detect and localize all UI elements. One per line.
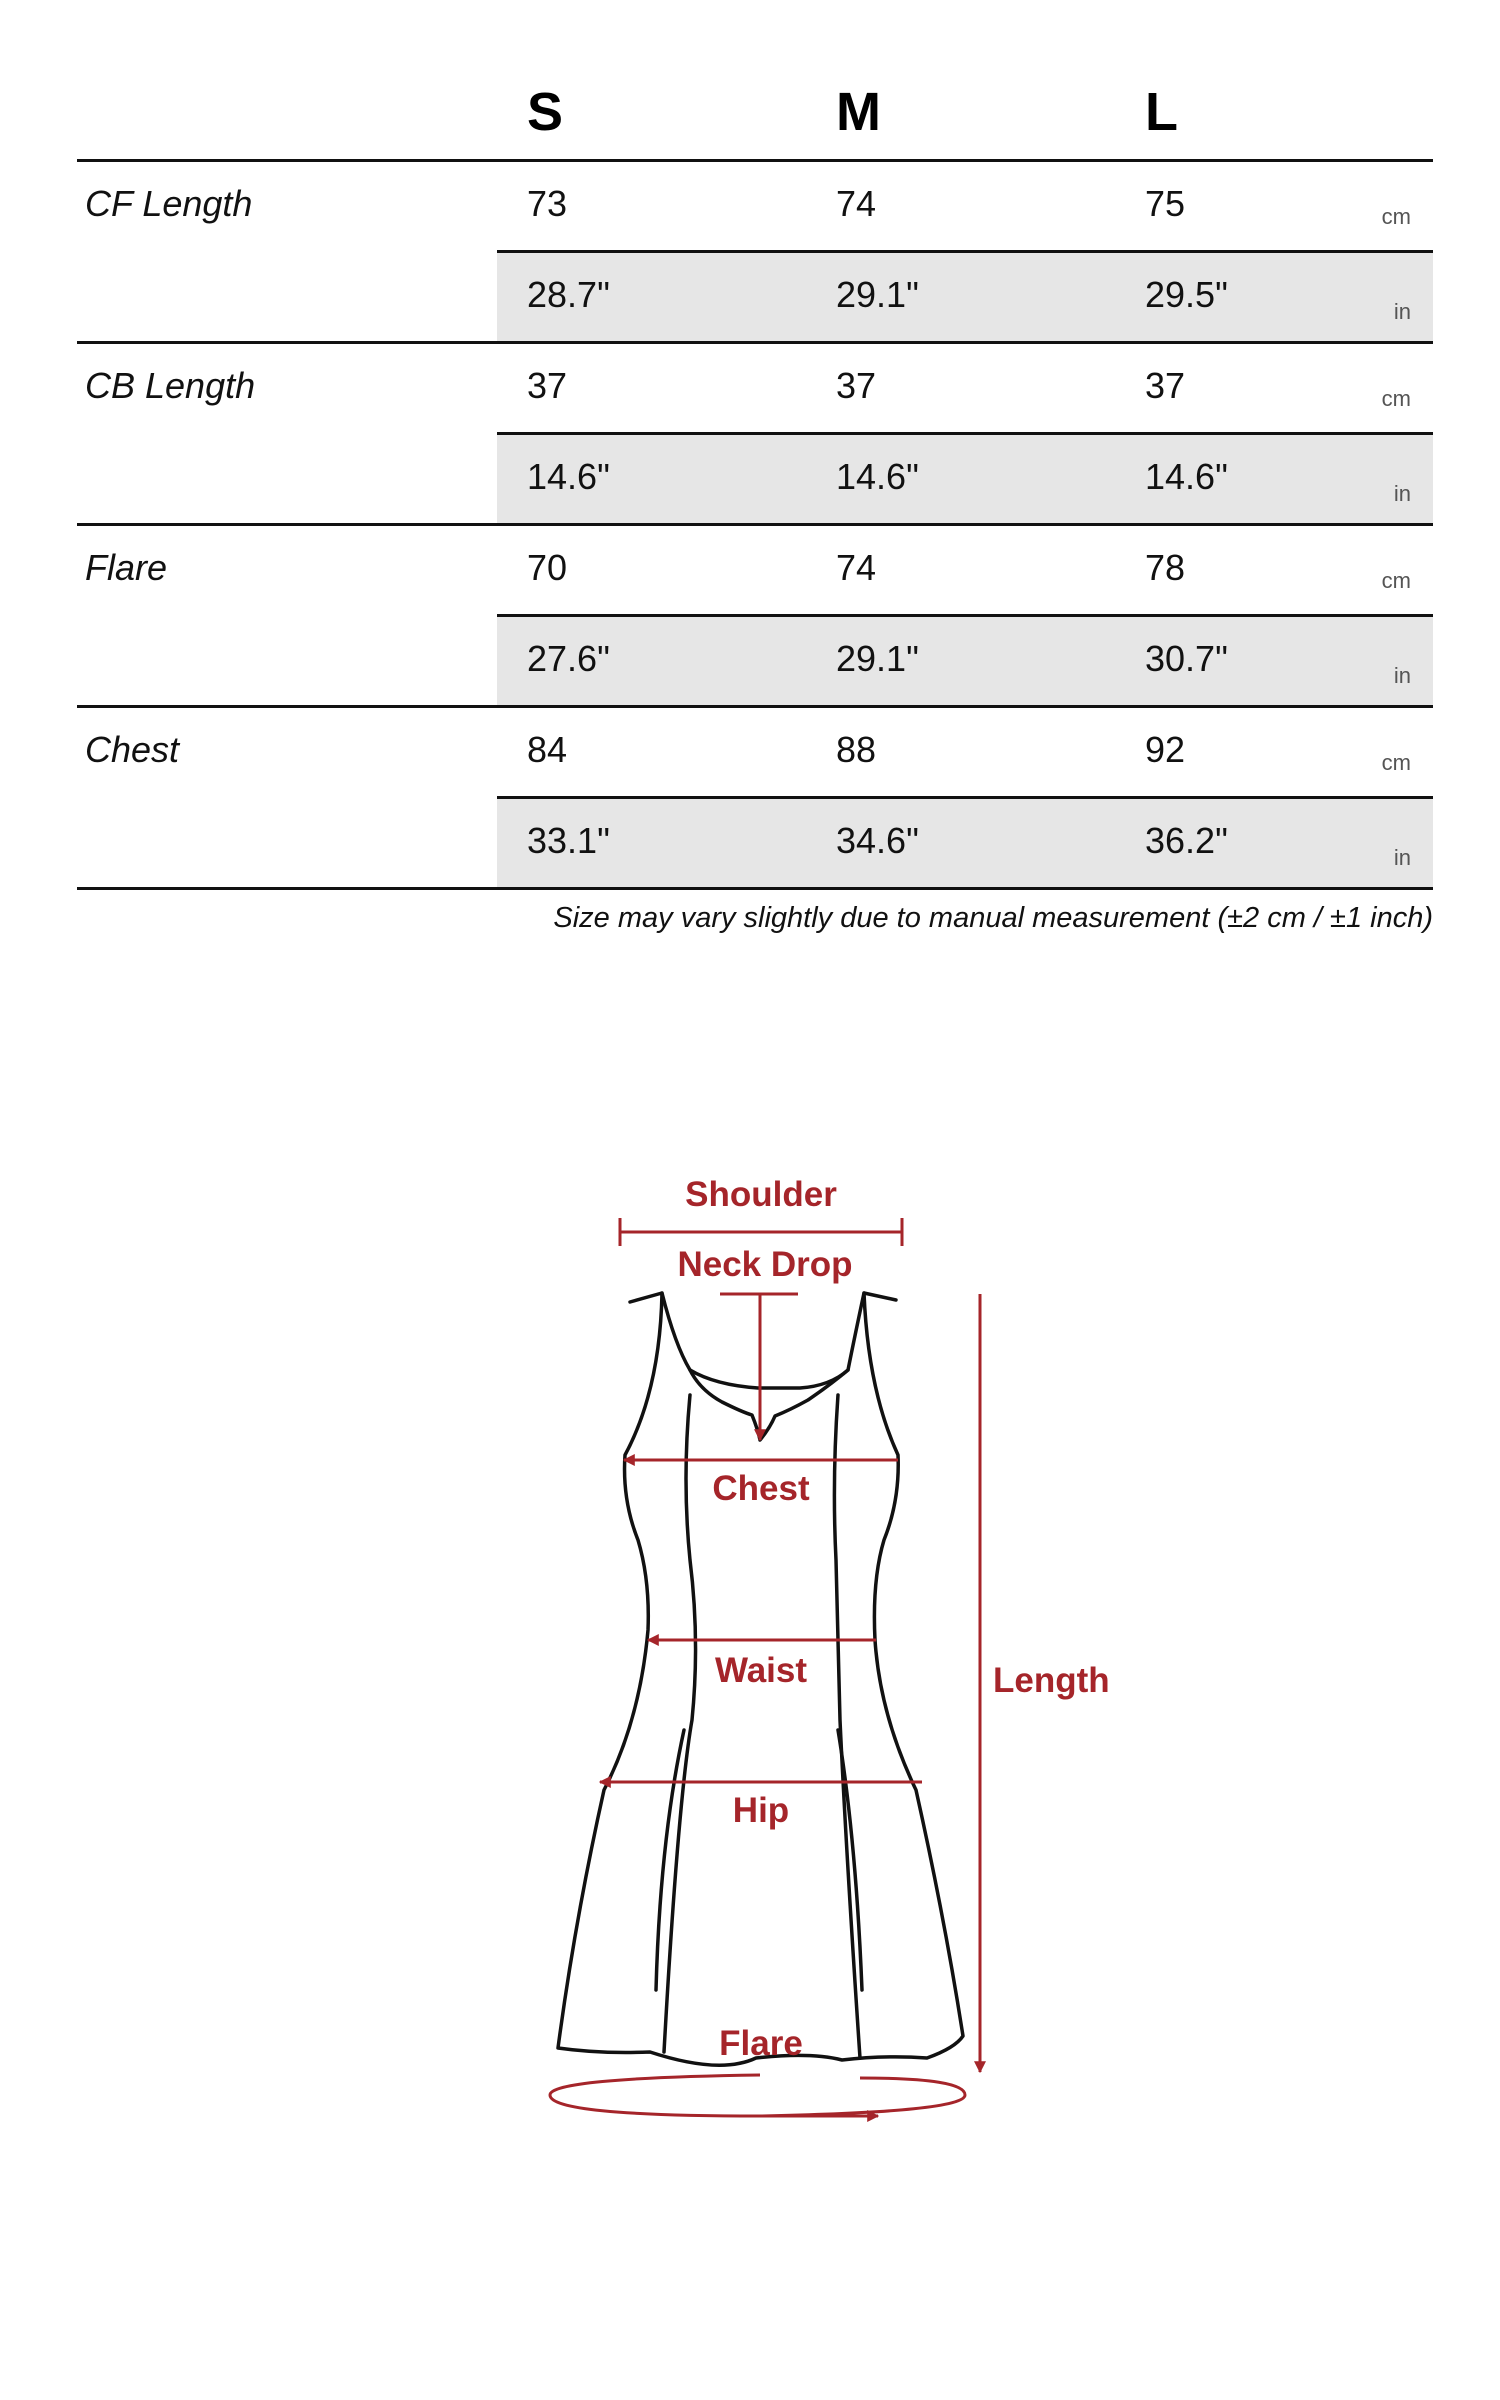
measure-group-flare	[77, 526, 1433, 707]
value-m-in: 29.1"	[836, 638, 919, 679]
waist-label: Waist	[714, 1651, 808, 1690]
value-l-cm: 92	[1145, 729, 1186, 770]
unit-in: in	[1393, 481, 1411, 506]
value-s-in: 28.7"	[527, 274, 610, 315]
in-row	[497, 799, 1433, 887]
value-l-cm: 37	[1145, 365, 1186, 406]
value-m-cm: 88	[836, 729, 877, 770]
size-header-l: L	[1145, 82, 1178, 142]
value-s-cm: 73	[527, 183, 568, 224]
measure-label: CF Length	[85, 183, 253, 224]
size-header-s: S	[527, 82, 564, 142]
value-m-cm: 37	[836, 365, 877, 406]
value-m-in: 34.6"	[836, 820, 919, 861]
table-divider	[77, 887, 1433, 890]
in-row	[497, 253, 1433, 341]
value-m-in: 14.6"	[836, 456, 919, 497]
cm-row	[497, 708, 1433, 796]
size-chart-table	[77, 0, 1433, 870]
unit-in: in	[1393, 663, 1411, 688]
value-s-cm: 84	[527, 729, 568, 770]
measure-label: Flare	[85, 547, 168, 588]
measurement-note: Size may vary slightly due to manual measurement (±2 cm / ±1 inch)	[553, 902, 1433, 934]
unit-in: in	[1393, 299, 1411, 324]
cm-row	[497, 162, 1433, 250]
value-l-in: 36.2"	[1145, 820, 1228, 861]
size-header-row	[77, 0, 1433, 160]
value-s-in: 33.1"	[527, 820, 610, 861]
value-m-cm: 74	[836, 547, 877, 588]
size-header-m: M	[836, 82, 881, 142]
shoulder-label: Shoulder	[685, 1175, 837, 1214]
measure-label: CB Length	[85, 365, 256, 406]
shoulder-indicator	[620, 1218, 902, 1246]
measure-group-cf-length	[77, 162, 1433, 343]
chest-label: Chest	[712, 1469, 810, 1508]
measure-label: Chest	[85, 729, 180, 770]
measure-group-cb-length	[77, 344, 1433, 525]
unit-in: in	[1393, 845, 1411, 870]
neck-drop-label: Neck Drop	[677, 1245, 853, 1284]
flare-label: Flare	[719, 2024, 803, 2063]
unit-cm: cm	[1381, 568, 1411, 593]
value-s-cm: 70	[527, 547, 568, 588]
in-row	[497, 435, 1433, 523]
value-m-cm: 74	[836, 183, 877, 224]
value-l-cm: 75	[1145, 183, 1186, 224]
unit-cm: cm	[1381, 386, 1411, 411]
neck-drop-indicator	[720, 1294, 798, 1440]
value-m-in: 29.1"	[836, 274, 919, 315]
in-row	[497, 617, 1433, 705]
flare-indicator	[550, 2075, 965, 2116]
unit-cm: cm	[1381, 750, 1411, 775]
hip-label: Hip	[732, 1791, 790, 1830]
cm-row	[497, 344, 1433, 432]
unit-cm: cm	[1381, 204, 1411, 229]
dress-measurement-diagram	[0, 1100, 1500, 2150]
value-s-in: 14.6"	[527, 456, 610, 497]
value-s-in: 27.6"	[527, 638, 610, 679]
value-l-in: 30.7"	[1145, 638, 1228, 679]
value-s-cm: 37	[527, 365, 568, 406]
length-label: Length	[993, 1661, 1110, 1700]
measure-group-chest	[77, 708, 1433, 889]
value-l-in: 14.6"	[1145, 456, 1228, 497]
cm-row	[497, 526, 1433, 614]
value-l-cm: 78	[1145, 547, 1186, 588]
value-l-in: 29.5"	[1145, 274, 1228, 315]
